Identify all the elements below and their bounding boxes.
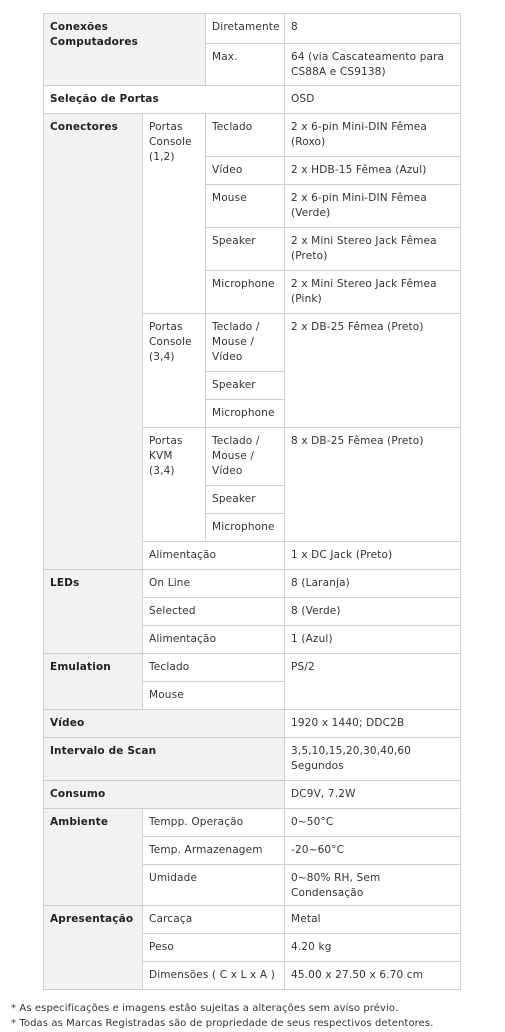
label-microphone-34: Microphone xyxy=(206,400,285,428)
value-online: 8 (Laranja) xyxy=(285,570,461,598)
row-header-emulation: Emulation xyxy=(44,654,143,710)
value-kvm-34: 8 x DB-25 Fêmea (Preto) xyxy=(285,428,461,542)
label-speaker-34: Speaker xyxy=(206,372,285,400)
label-alimentacao-conectores: Alimentação xyxy=(143,542,285,570)
label-operacao: Tempp. Operação xyxy=(143,809,285,837)
label-tmv-kvm: Teclado / Mouse / Vídeo xyxy=(206,428,285,486)
value-consumo: DC9V, 7.2W xyxy=(285,781,461,809)
label-microphone-kvm: Microphone xyxy=(206,514,285,542)
value-speaker-12: 2 x Mini Stereo Jack Fêmea (Preto) xyxy=(285,228,461,271)
value-carcaca: Metal xyxy=(285,906,461,934)
footnote-trademarks: * Todas as Marcas Registradas são de propriedade de seus respectivos detentores. xyxy=(11,1018,434,1029)
value-selected: 8 (Verde) xyxy=(285,598,461,626)
footnotes xyxy=(11,1001,434,1031)
value-max: 64 (via Cascateamento para CS88A e CS9138) xyxy=(285,44,461,86)
label-dimensoes: Dimensões ( C x L x A ) xyxy=(143,962,285,990)
label-tmv-34: Teclado / Mouse / Vídeo xyxy=(206,314,285,372)
row-header-consumo: Consumo xyxy=(44,781,285,809)
row-header-scan: Intervalo de Scan xyxy=(44,738,285,781)
group-console-34: Portas Console (3,4) xyxy=(143,314,206,428)
label-armazenagem: Temp. Armazenagem xyxy=(143,837,285,865)
label-teclado-emulation: Teclado xyxy=(143,654,285,682)
spec-table xyxy=(43,13,461,990)
label-microphone-12: Microphone xyxy=(206,271,285,314)
label-mouse-12: Mouse xyxy=(206,185,285,228)
value-operacao: 0~50°C xyxy=(285,809,461,837)
label-carcaca: Carcaça xyxy=(143,906,285,934)
group-kvm-34: Portas KVM (3,4) xyxy=(143,428,206,542)
value-video: 1920 x 1440; DDC2B xyxy=(285,710,461,738)
label-peso: Peso xyxy=(143,934,285,962)
label-speaker-kvm: Speaker xyxy=(206,486,285,514)
row-header-apresentacao: Apresentação xyxy=(44,906,143,990)
value-armazenagem: -20~60°C xyxy=(285,837,461,865)
row-header-ambiente: Ambiente xyxy=(44,809,143,906)
label-online: On Line xyxy=(143,570,285,598)
value-diretamente: 8 xyxy=(285,14,461,44)
row-header-conexoes: Conexões Computadores xyxy=(44,14,206,86)
label-speaker-12: Speaker xyxy=(206,228,285,271)
group-console-12: Portas Console (1,2) xyxy=(143,114,206,314)
row-header-conectores: Conectores xyxy=(44,114,143,570)
label-max: Max. xyxy=(206,44,285,86)
value-scan: 3,5,10,15,20,30,40,60 Segundos xyxy=(285,738,461,781)
value-emulation: PS/2 xyxy=(285,654,461,710)
value-peso: 4.20 kg xyxy=(285,934,461,962)
value-selecao: OSD xyxy=(285,86,461,114)
label-alimentacao-leds: Alimentação xyxy=(143,626,285,654)
value-teclado-12: 2 x 6-pin Mini-DIN Fêmea (Roxo) xyxy=(285,114,461,157)
label-diretamente: Diretamente xyxy=(206,14,285,44)
label-mouse-emulation: Mouse xyxy=(143,682,285,710)
row-header-video: Vídeo xyxy=(44,710,285,738)
footnote-specs: * As especificações e imagens estão sujeitas a alterações sem aviso prévio. xyxy=(11,1003,399,1014)
value-umidade: 0~80% RH, Sem Condensação xyxy=(285,865,461,906)
value-microphone-12: 2 x Mini Stereo Jack Fêmea (Pink) xyxy=(285,271,461,314)
value-video-12: 2 x HDB-15 Fêmea (Azul) xyxy=(285,157,461,185)
value-mouse-12: 2 x 6-pin Mini-DIN Fêmea (Verde) xyxy=(285,185,461,228)
label-teclado-12: Teclado xyxy=(206,114,285,157)
row-header-selecao: Seleção de Portas xyxy=(44,86,285,114)
label-umidade: Umidade xyxy=(143,865,285,906)
value-alimentacao-conectores: 1 x DC Jack (Preto) xyxy=(285,542,461,570)
value-alimentacao-leds: 1 (Azul) xyxy=(285,626,461,654)
row-header-leds: LEDs xyxy=(44,570,143,654)
label-selected: Selected xyxy=(143,598,285,626)
value-dimensoes: 45.00 x 27.50 x 6.70 cm xyxy=(285,962,461,990)
label-video-12: Vídeo xyxy=(206,157,285,185)
value-console-34: 2 x DB-25 Fêmea (Preto) xyxy=(285,314,461,428)
